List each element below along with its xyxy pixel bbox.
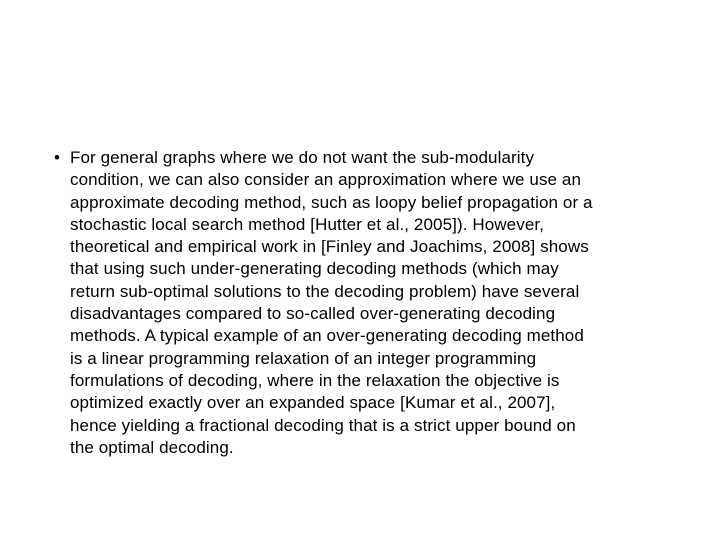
paragraph-line: is a linear programming relaxation of an integer programming — [70, 348, 537, 368]
paragraph-line: approximate decoding method, such as loopy belief propagation or a — [70, 192, 593, 212]
slide-content — [54, 147, 664, 459]
paragraph-line: return sub-optimal solutions to the decoding problem) have several — [70, 281, 580, 301]
paragraph-line: methods. A typical example of an over-generating decoding method — [70, 326, 584, 346]
bullet-icon: • — [54, 148, 61, 167]
paragraph-line: condition, we can also consider an approximation where we use an — [70, 170, 582, 190]
paragraph-line: disadvantages compared to so-called over-generating decoding — [70, 304, 556, 324]
paragraph-line: that using such under-generating decoding methods (which may — [70, 259, 559, 279]
paragraph-line: formulations of decoding, where in the relaxation the objective is — [70, 370, 560, 390]
paragraph-line: hence yielding a fractional decoding that is a strict upper bound on — [70, 415, 576, 435]
paragraph-line: optimized exactly over an expanded space [Kumar et al., 2007], — [70, 393, 556, 413]
paragraph-line: the optimal decoding. — [70, 437, 234, 457]
paragraph-line: theoretical and empirical work in [Finley and Joachims, 2008] shows — [70, 237, 589, 257]
paragraph-line: stochastic local search method [Hutter et al., 2005]). However, — [70, 214, 545, 234]
bullet-item — [54, 147, 664, 459]
paragraph-line: For general graphs where we do not want the sub-modularity — [70, 148, 535, 167]
bullet-paragraph — [70, 147, 664, 459]
